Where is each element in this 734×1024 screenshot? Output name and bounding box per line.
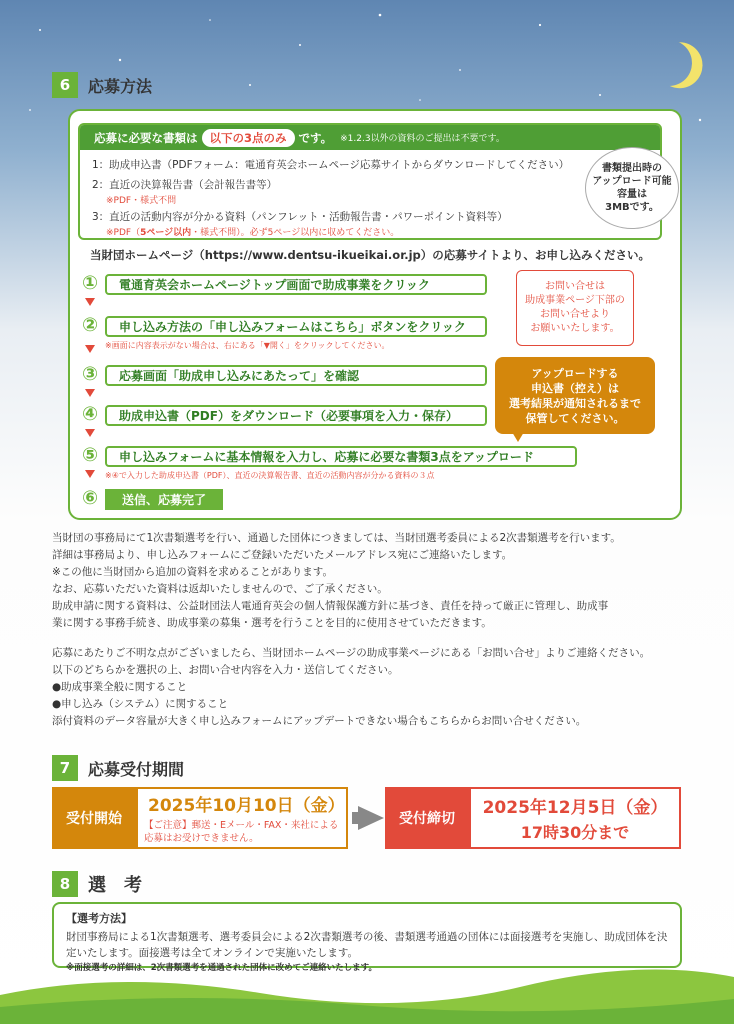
- doc-item-2-note: ※PDF・様式不問: [106, 196, 177, 206]
- step-arrow: [85, 345, 95, 353]
- step-arrow: [85, 470, 95, 478]
- step-2: 申し込み方法の「申し込みフォームはこちら」ボタンをクリック: [105, 316, 487, 337]
- three-items-pill: 以下の3点のみ: [202, 129, 295, 147]
- step-2-number: ②: [81, 314, 99, 336]
- upload-capacity-note: 書類提出時の アップロード可能 容量は 3MBです。: [585, 147, 679, 229]
- step-arrow: [85, 298, 95, 306]
- section-number: 8: [52, 871, 78, 897]
- step-6-number: ⑥: [81, 487, 99, 509]
- section-title: 応募方法: [88, 76, 153, 96]
- selection-info-text: 当財団の事務局にて1次書類選考を行い、通過した団体につきましては、当財団選考委員による2次書類選考を行います。 詳細は事務局より、申し込みフォームにご登録いただいたメールアドレス宛にご連絡いたします。 ※この他に当財団から追加の資料を求めることがあります。 なお、応募いただいた資料は返却いたしませんので、ご了承ください。 助成申請に関する資料は、公益財団法人電通育英会の個人情報保護方針に基づき、責任を持って厳正に管理し、助成事 業に関する事務手続き、助成事業の募集・選考を行うことを目的に使用させていただきます。: [52, 532, 621, 629]
- section-8-header: [52, 871, 142, 897]
- doc-item-3-note: ※PDF（5ページ以内・様式不問）。必ず5ページ以内に収めてください。: [106, 228, 400, 238]
- required-documents-box: [78, 123, 662, 240]
- selection-method-box: [52, 902, 682, 973]
- end-label: 受付締切: [385, 787, 469, 849]
- start-date-box: [136, 787, 348, 849]
- step-1: 電通育英会ホームページトップ画面で助成事業をクリック: [105, 274, 487, 295]
- doc-item-2: 2：直近の決算報告書（会計報告書等）: [92, 179, 278, 191]
- step-4: 助成申込書（PDF）をダウンロード（必要事項を入力・保存）: [105, 405, 487, 426]
- period-arrow-head: [358, 806, 384, 830]
- green-hills: [0, 965, 734, 1024]
- step-5-note: ※④で入力した助成申込書（PDF）、直近の決算報告書、直近の活動内容が分かる資料の３点: [105, 471, 435, 480]
- selection-method-heading: 【選考方法】: [66, 912, 132, 925]
- step-6: 送信、応募完了: [105, 489, 223, 510]
- section-number: 7: [52, 755, 78, 781]
- step-2-note: ※画面に内容表示がない場合は、右にある「▼開く」をクリックしてください。: [105, 341, 390, 350]
- step-3: 応募画面「助成申し込みにあたって」を確認: [105, 365, 487, 386]
- step-5-number: ⑤: [81, 444, 99, 466]
- section-number: 6: [52, 72, 78, 98]
- required-documents-bar: 応募に必要な書類は 以下の3点のみ です。 ※1.2.3以外の資料のご提出は不要です。: [80, 125, 660, 150]
- step-4-number: ④: [81, 403, 99, 425]
- inquiry-info-text: 応募にあたりご不明な点がございましたら、当財団ホームページの助成事業ページにある「お問い合せ」よりご連絡ください。 以下のどちらかを選択の上、お問い合せ内容を入力・送信してください。 ●助成事業全般に関すること ●申し込み（システム）に関すること 添付資料のデータ容量が大きく申し込みフォームにアップデートできない場合もこちらからお問い合せください。: [52, 647, 651, 727]
- section-title: 応募受付期間: [88, 759, 185, 779]
- step-5: 申し込みフォームに基本情報を入力し、応募に必要な書類3点をアップロード: [105, 446, 577, 467]
- start-note: 【ご注意】郵送・Eメール・FAX・来社による 応募はお受けできません。: [144, 820, 339, 844]
- keep-copy-note: アップロードする 申込書（控え）は 選考結果が通知されるまで 保管してください。: [495, 357, 655, 434]
- end-date-box: [469, 787, 681, 849]
- section-6-header: [52, 72, 152, 98]
- end-time: 17時30分まで: [520, 823, 630, 842]
- selection-method-text: 財団事務局による1次書類選考、選考委員会による2次書類選考の後、書類選考通過の団体には面接選考を実施し、助成団体を決定いたします。面接選考は全てオンラインで実施いたします。: [66, 931, 668, 959]
- contact-note: お問い合せは 助成事業ページ下部の お問い合せより お願いいたします。: [516, 270, 634, 346]
- step-arrow: [85, 429, 95, 437]
- doc-item-3: 3：直近の活動内容が分かる資料（パンフレット・活動報告書・パワーポイント資料等）: [92, 211, 508, 223]
- homepage-instruction: 当財団ホームページ（https://www.dentsu-ikueikai.or.jp）の応募サイトより、お申し込みください。: [90, 248, 650, 262]
- section-title: 選 考: [88, 875, 142, 896]
- step-arrow: [85, 389, 95, 397]
- start-date: 2025年10月10日（金）: [148, 796, 345, 816]
- section-7-header: [52, 755, 184, 781]
- end-date: 2025年12月5日（金）: [482, 798, 668, 818]
- doc-item-1: 1：助成申込書（PDFフォーム：電通育英会ホームページ応募サイトからダウンロードしてください）: [92, 159, 570, 171]
- step-3-number: ③: [81, 363, 99, 385]
- step-1-number: ①: [81, 272, 99, 294]
- selection-method-note: ※面接選考の詳細は、2次書類選考を通過された団体に改めてご連絡いたします。: [66, 963, 378, 973]
- start-label: 受付開始: [52, 787, 136, 849]
- callout-tail: [512, 432, 524, 442]
